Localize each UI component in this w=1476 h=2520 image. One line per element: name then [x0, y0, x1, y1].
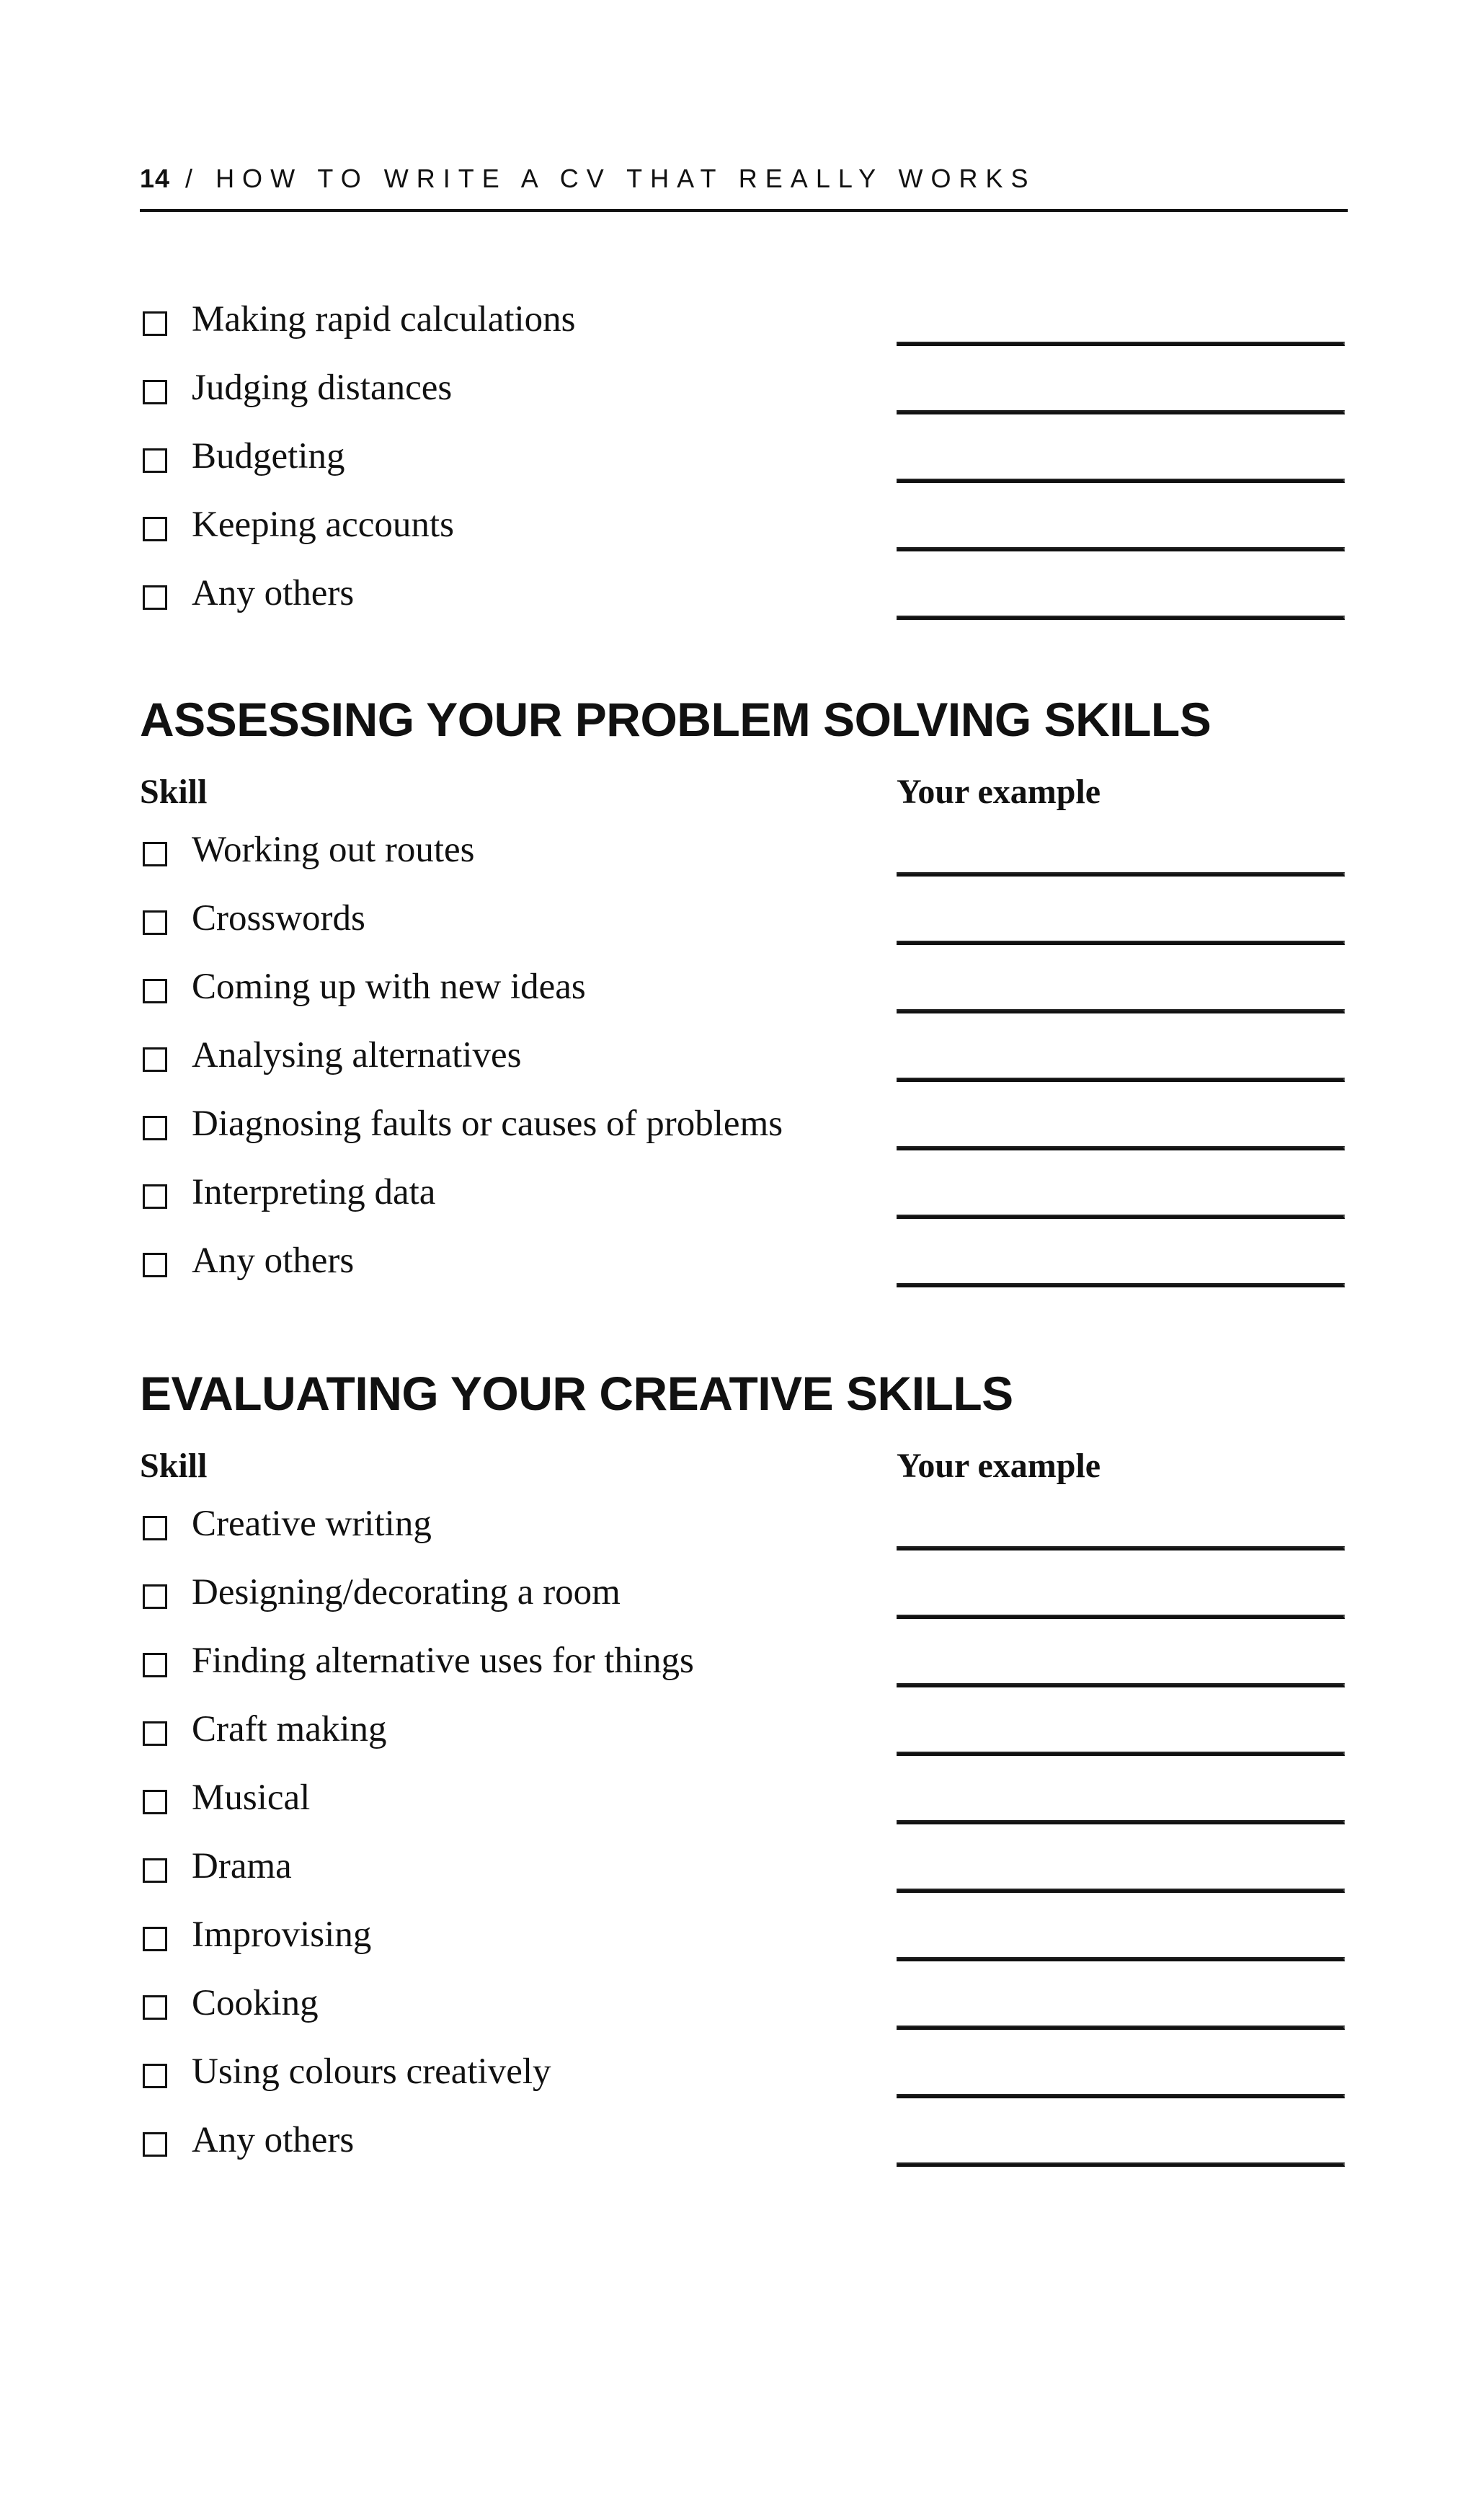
skill-label: Coming up with new ideas	[192, 967, 586, 1007]
example-answer-line[interactable]	[897, 616, 1345, 620]
running-head-title: HOW TO WRITE A CV THAT REALLY WORKS	[215, 164, 1036, 193]
skill-label: Craft making	[192, 1709, 387, 1749]
skill-row	[140, 1902, 1348, 1971]
example-answer-line[interactable]	[897, 1683, 1345, 1687]
skill-row	[140, 1560, 1348, 1628]
skill-column-header: Skill	[140, 1447, 208, 1485]
example-answer-line[interactable]	[897, 1009, 1345, 1013]
example-answer-line[interactable]	[897, 1546, 1345, 1550]
skill-label: Any others	[192, 573, 355, 613]
skill-row	[140, 424, 1348, 492]
example-answer-line[interactable]	[897, 2094, 1345, 2098]
example-answer-line[interactable]	[897, 342, 1345, 346]
running-head	[140, 160, 1348, 212]
problem-solving-section	[140, 691, 1348, 1297]
skill-checkbox[interactable]	[143, 1253, 167, 1277]
example-answer-line[interactable]	[897, 1215, 1345, 1219]
problem-solving-skills-list	[140, 817, 1348, 1297]
skill-label: Finding alternative uses for things	[192, 1641, 694, 1681]
example-answer-line[interactable]	[897, 1752, 1345, 1756]
skill-checkbox[interactable]	[143, 1858, 167, 1883]
skill-row	[140, 954, 1348, 1023]
skill-checkbox[interactable]	[143, 1184, 167, 1209]
skill-row	[140, 492, 1348, 561]
page-number: 14	[140, 164, 171, 193]
your-example-column-header: Your example	[897, 773, 1101, 811]
your-example-column-header: Your example	[897, 1447, 1101, 1485]
example-answer-line[interactable]	[897, 941, 1345, 945]
skill-row	[140, 287, 1348, 355]
skill-row	[140, 1228, 1348, 1297]
creative-skills-section	[140, 1365, 1348, 2176]
example-answer-line[interactable]	[897, 1615, 1345, 1619]
skill-checkbox[interactable]	[143, 979, 167, 1003]
skill-row	[140, 1971, 1348, 2039]
skill-row	[140, 1834, 1348, 1902]
skill-label: Judging distances	[192, 368, 453, 408]
skill-row	[140, 561, 1348, 629]
skill-row	[140, 886, 1348, 954]
example-answer-line[interactable]	[897, 479, 1345, 483]
skill-checkbox[interactable]	[143, 2132, 167, 2157]
skill-checkbox[interactable]	[143, 380, 167, 404]
skill-checkbox[interactable]	[143, 1116, 167, 1140]
running-head-separator: /	[170, 164, 216, 193]
skill-checkbox[interactable]	[143, 1790, 167, 1814]
skill-label: Keeping accounts	[192, 505, 454, 545]
example-answer-line[interactable]	[897, 1146, 1345, 1150]
skill-row	[140, 1491, 1348, 1560]
example-answer-line[interactable]	[897, 872, 1345, 877]
creative-skills-list	[140, 1491, 1348, 2176]
numerical-skills-list	[140, 287, 1348, 629]
skill-label: Musical	[192, 1778, 311, 1818]
skill-checkbox[interactable]	[143, 311, 167, 336]
skill-row	[140, 1160, 1348, 1228]
example-answer-line[interactable]	[897, 1283, 1345, 1287]
creative-skills-title: EVALUATING YOUR CREATIVE SKILLS	[140, 1367, 1013, 1420]
numerical-skills-section	[140, 287, 1348, 629]
skill-checkbox[interactable]	[143, 910, 167, 935]
skill-label: Using colours creatively	[192, 2051, 551, 2092]
example-answer-line[interactable]	[897, 1078, 1345, 1082]
problem-solving-title: ASSESSING YOUR PROBLEM SOLVING SKILLS	[140, 693, 1212, 746]
creative-skills-column-headers	[140, 1441, 1348, 1491]
skill-label: Drama	[192, 1846, 292, 1886]
skill-label: Improvising	[192, 1915, 372, 1955]
skill-checkbox[interactable]	[143, 448, 167, 473]
skill-row	[140, 1697, 1348, 1765]
skill-row	[140, 2039, 1348, 2108]
skill-checkbox[interactable]	[143, 1927, 167, 1951]
skill-label: Analysing alternatives	[192, 1035, 522, 1075]
skill-label: Any others	[192, 2120, 355, 2160]
skill-checkbox[interactable]	[143, 1653, 167, 1677]
skill-row	[140, 1023, 1348, 1091]
skill-row	[140, 1765, 1348, 1834]
skill-checkbox[interactable]	[143, 585, 167, 610]
example-answer-line[interactable]	[897, 410, 1345, 414]
skill-label: Designing/decorating a room	[192, 1572, 621, 1612]
skill-column-header: Skill	[140, 773, 208, 811]
skill-label: Diagnosing faults or causes of problems	[192, 1104, 783, 1144]
example-answer-line[interactable]	[897, 2026, 1345, 2030]
skill-label: Budgeting	[192, 436, 345, 476]
skill-checkbox[interactable]	[143, 1584, 167, 1609]
example-answer-line[interactable]	[897, 2162, 1345, 2167]
example-answer-line[interactable]	[897, 1889, 1345, 1893]
skill-row	[140, 1091, 1348, 1160]
skill-checkbox[interactable]	[143, 1516, 167, 1540]
skill-label: Making rapid calculations	[192, 299, 576, 340]
example-answer-line[interactable]	[897, 547, 1345, 551]
skill-checkbox[interactable]	[143, 1995, 167, 2020]
skill-label: Interpreting data	[192, 1172, 436, 1212]
skill-row	[140, 355, 1348, 424]
skill-label: Cooking	[192, 1983, 319, 2023]
skill-label: Crosswords	[192, 898, 365, 939]
skill-row	[140, 1628, 1348, 1697]
skill-label: Creative writing	[192, 1504, 432, 1544]
skill-checkbox[interactable]	[143, 1047, 167, 1072]
skill-label: Working out routes	[192, 830, 475, 870]
skill-row	[140, 817, 1348, 886]
skill-checkbox[interactable]	[143, 517, 167, 541]
example-answer-line[interactable]	[897, 1820, 1345, 1824]
example-answer-line[interactable]	[897, 1957, 1345, 1961]
skill-label: Any others	[192, 1241, 355, 1281]
skill-checkbox[interactable]	[143, 842, 167, 866]
skill-row	[140, 2108, 1348, 2176]
skill-checkbox[interactable]	[143, 1721, 167, 1746]
problem-solving-column-headers	[140, 767, 1348, 817]
skill-checkbox[interactable]	[143, 2064, 167, 2088]
